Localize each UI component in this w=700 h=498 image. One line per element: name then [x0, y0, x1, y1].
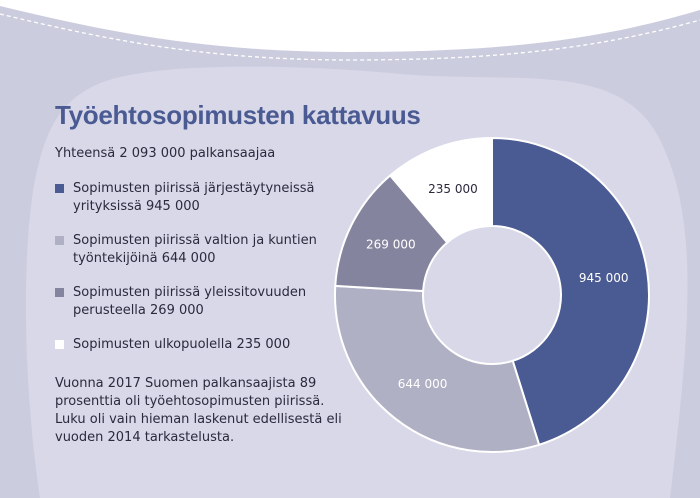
slice-valtio-kunnat [335, 286, 539, 452]
slice-value-label: 945 000 [578, 270, 629, 285]
legend-label: Sopimusten piirissä valtion ja kuntien työntekijöinä 644 000 [73, 233, 317, 266]
legend-label: Sopimusten ulkopuolella 235 000 [73, 337, 291, 352]
legend-label: Sopimusten piirissä järjestäytyneissä yrityksissä 945 000 [73, 181, 315, 214]
legend-label: Sopimusten piirissä yleissitovuuden perusteella 269 000 [73, 285, 307, 318]
slice-value-label: 269 000 [366, 237, 416, 252]
note-text: Vuonna 2017 Suomen palkansaajista 89 prosenttia oli työehtosopimusten piirissä. Luku oli vain hieman laskenut edellisestä eli vuoden 2014 tarkastelusta. [55, 376, 342, 445]
total-text: Yhteensä 2 093 000 palkansaajaa [55, 146, 276, 161]
page-title: Työehtosopimusten kattavuus [55, 100, 421, 130]
slice-value-label: 644 000 [397, 377, 448, 392]
slice-value-label: 235 000 [428, 181, 478, 196]
